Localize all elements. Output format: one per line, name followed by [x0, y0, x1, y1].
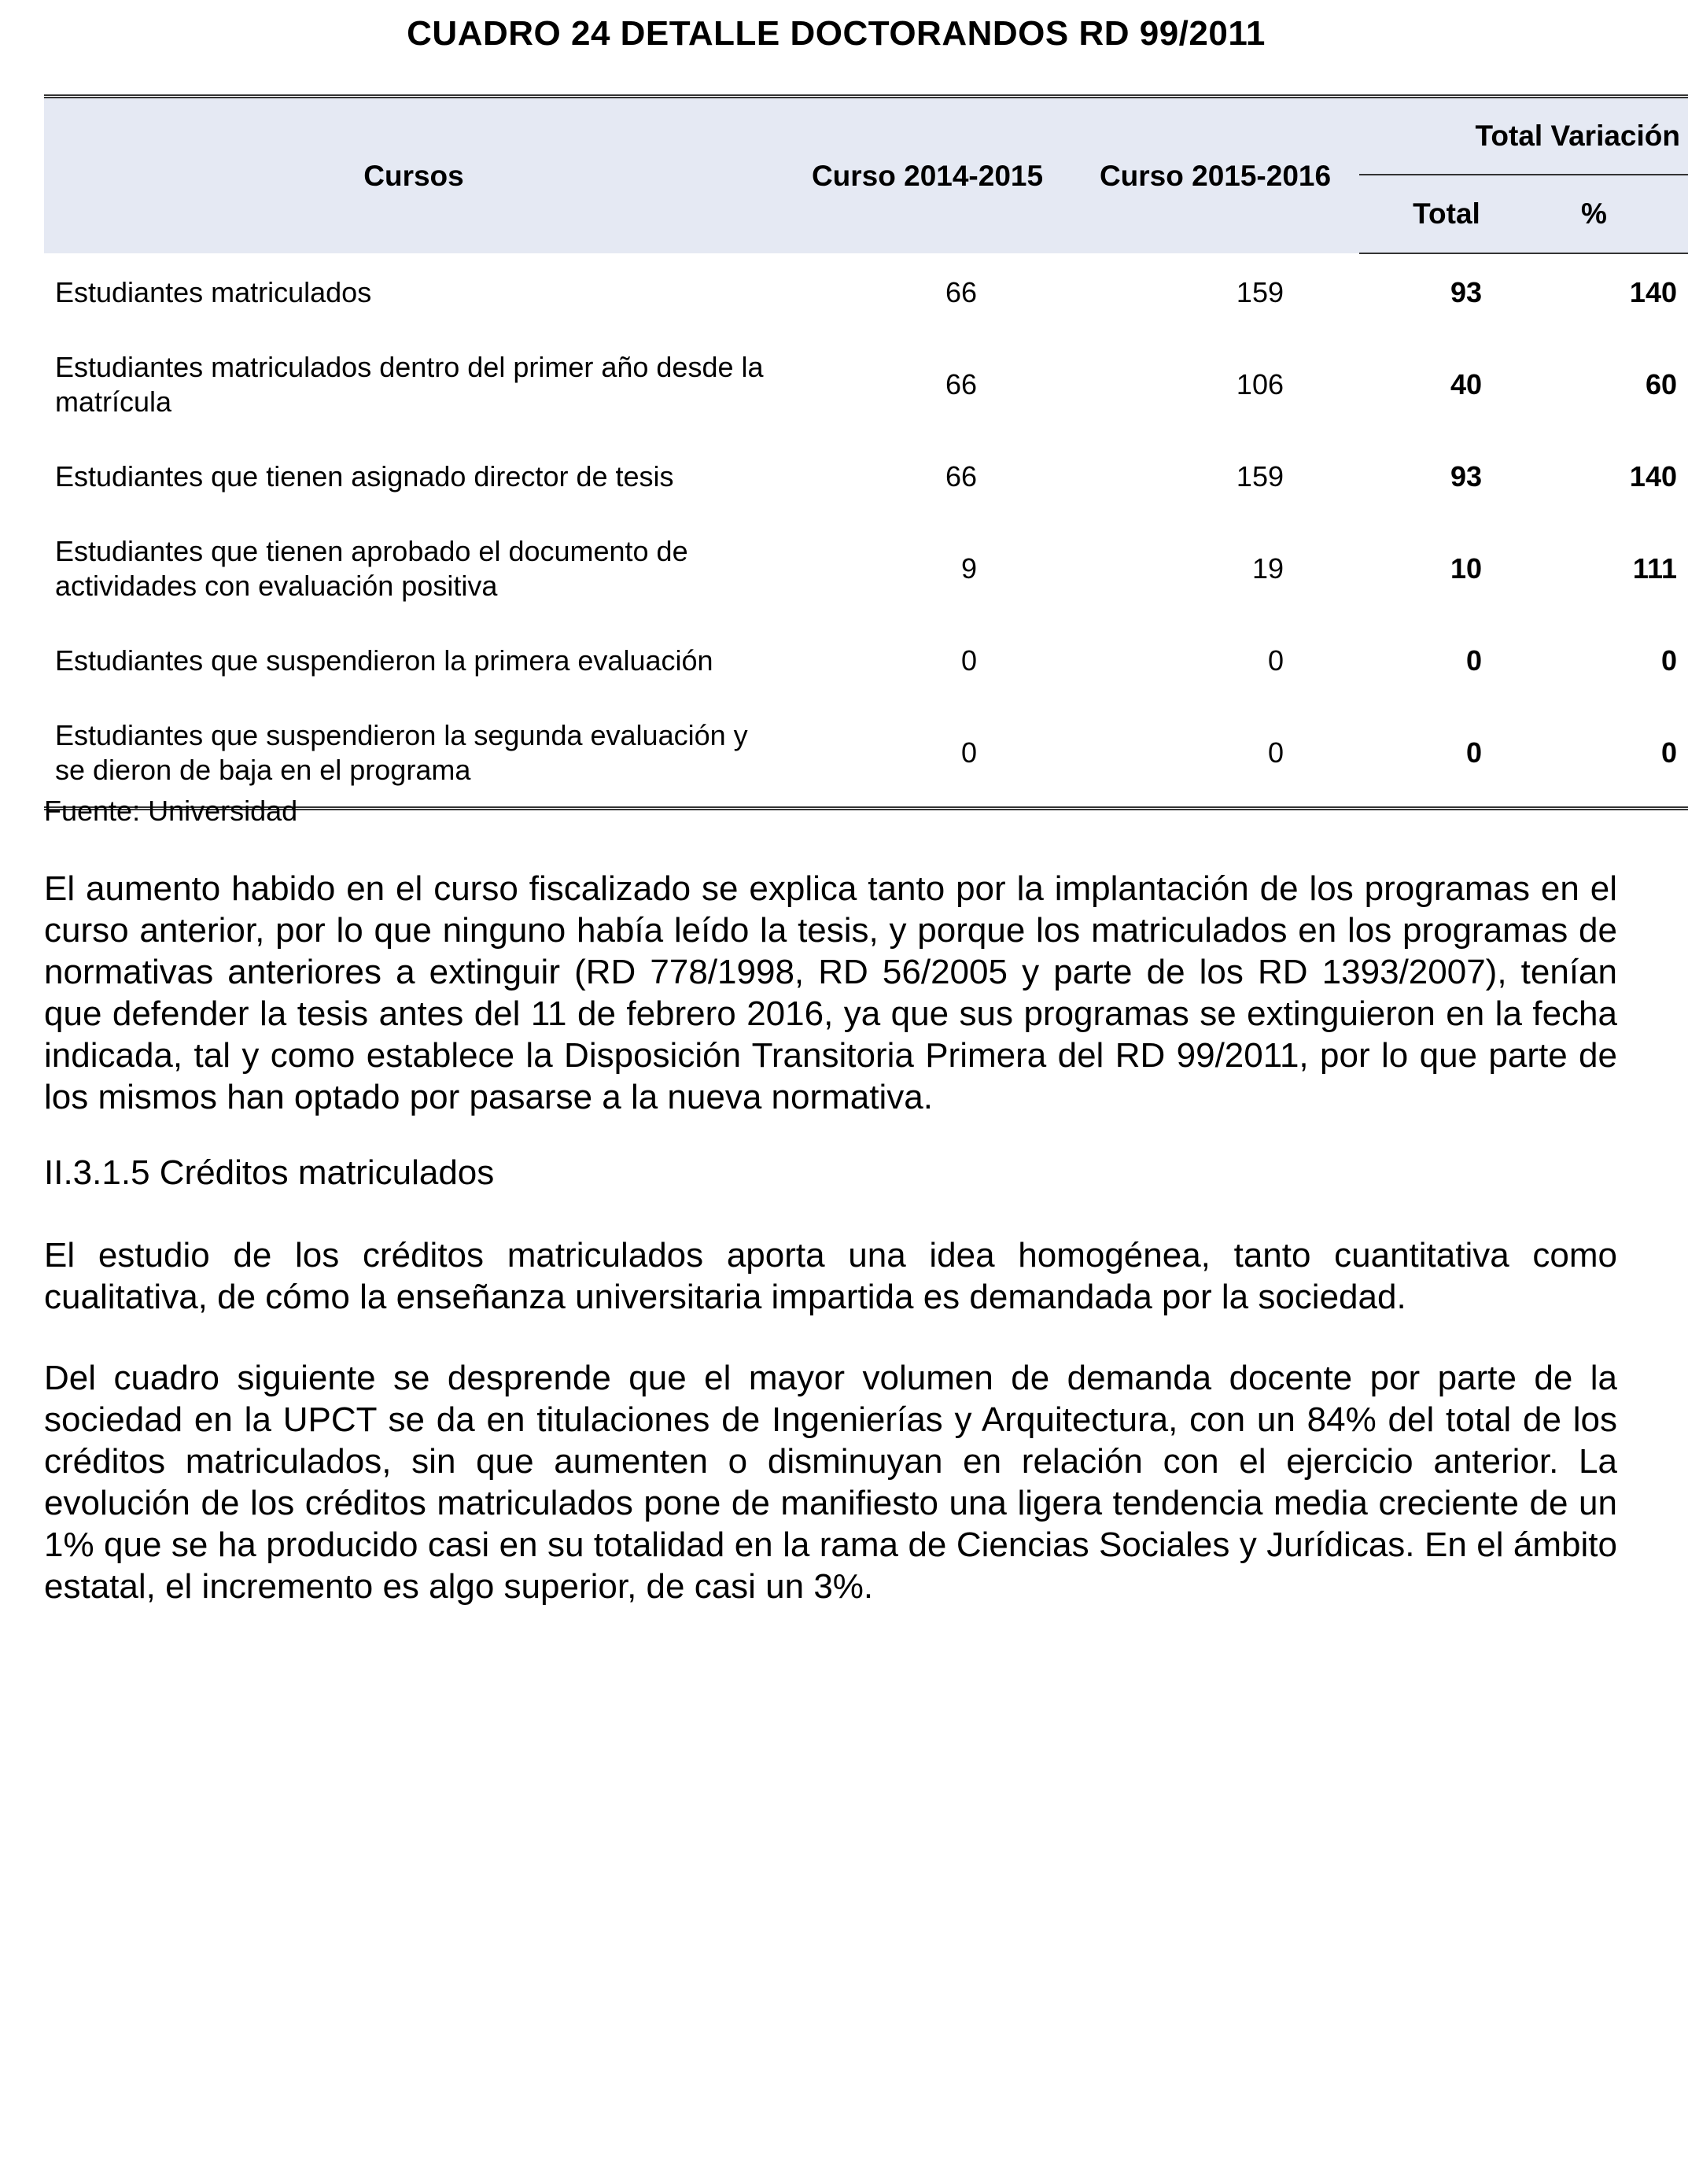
value-curso-2014-2015: 0: [960, 644, 977, 677]
table-title: CUADRO 24 DETALLE DOCTORANDOS RD 99/2011: [407, 14, 1266, 53]
value-percent: 0: [1660, 736, 1677, 769]
value-percent: 0: [1660, 644, 1677, 677]
paragraph-explanation: El aumento habido en el curso fiscalizado se explica tanto por la implantación de los programas en el curso anterior, por lo que ninguno había leído la tesis, y porque los matriculados en los programas de normativas anteriores a extinguir (RD 778/1998, RD 56/2005 y parte de los RD 1393/2007), tenían que defender la tesis antes del 11 de febrero 2016, ya que sus programas se extinguieron en la fecha indicada, tal y como establece la Disposición Transitoria Primera del RD 99/2011, por lo que parte de los mismos han optado por pasarse a la nueva normativa.: [44, 869, 1617, 1116]
value-total: 0: [1465, 736, 1482, 769]
value-total: 0: [1465, 644, 1482, 677]
value-total: 93: [1450, 276, 1482, 308]
table-row: [44, 622, 1688, 699]
value-curso-2015-2016: 0: [1267, 644, 1284, 677]
value-curso-2014-2015: 66: [945, 275, 977, 308]
row-label: Estudiantes que suspendieron la segunda evaluación y se dieron de baja en el programa: [55, 719, 748, 786]
value-curso-2015-2016: 159: [1236, 460, 1284, 493]
header-total: Total: [1359, 175, 1534, 253]
value-total: 40: [1450, 368, 1482, 400]
row-label: Estudiantes que tienen asignado director de tesis: [55, 460, 674, 493]
value-curso-2015-2016: 19: [1251, 552, 1284, 585]
row-label: Estudiantes matriculados: [55, 275, 372, 308]
paragraph-creditos-intro: El estudio de los créditos matriculados aporta una idea homogénea, tanto cuantitativa como cualitativa, de cómo la enseñanza universitaria impartida es demandada por la sociedad.: [44, 1236, 1617, 1316]
value-curso-2014-2015: 66: [945, 460, 977, 493]
table-row: [44, 699, 1688, 809]
table-source: Fuente: Universidad: [44, 795, 298, 827]
value-percent: 60: [1645, 368, 1677, 400]
value-curso-2014-2015: 9: [960, 552, 977, 585]
header-percent: %: [1534, 175, 1688, 253]
value-curso-2015-2016: 0: [1267, 736, 1284, 769]
value-percent: 140: [1629, 276, 1677, 308]
value-curso-2014-2015: 0: [960, 736, 977, 769]
value-total: 10: [1450, 552, 1482, 585]
row-label: Estudiantes matriculados dentro del primer año desde la matrícula: [55, 351, 764, 418]
value-total: 93: [1450, 460, 1482, 493]
table-row: [44, 253, 1688, 331]
table-row: [44, 438, 1688, 515]
value-curso-2014-2015: 66: [945, 368, 977, 400]
value-percent: 140: [1629, 460, 1677, 493]
value-curso-2015-2016: 106: [1236, 368, 1284, 400]
header-total-variacion: Total Variación: [1359, 98, 1688, 175]
value-percent: 111: [1632, 552, 1677, 585]
header-cursos: Cursos: [44, 98, 783, 253]
paragraph-creditos-analysis: Del cuadro siguiente se desprende que el mayor volumen de demanda docente por parte de la sociedad en la UPCT se da en titulaciones de Ingenierías y Arquitectura, con un 84% del total de los créditos matriculados, sin que aumenten o disminuyan en relación con el ejercicio anterior. La evolución de los créditos matriculados pone de manifiesto una ligera tendencia media creciente de un 1% que se ha producido casi en su totalidad en la rama de Ciencias Sociales y Jurídicas. En el ámbito estatal, el incremento es algo superior, de casi un 3%.: [44, 1359, 1617, 1606]
section-heading: II.3.1.5 Créditos matriculados: [44, 1153, 495, 1192]
table-row: [44, 515, 1688, 622]
doctorandos-table-wrapper: [44, 94, 1680, 810]
table-row: [44, 331, 1688, 438]
row-label: Estudiantes que tienen aprobado el documento de actividades con evaluación positiva: [55, 535, 688, 602]
doctorandos-table: [44, 94, 1688, 810]
header-curso-2015-2016: Curso 2015-2016: [1071, 98, 1359, 253]
header-curso-2014-2015: Curso 2014-2015: [783, 98, 1071, 253]
row-label: Estudiantes que suspendieron la primera evaluación: [55, 644, 713, 677]
value-curso-2015-2016: 159: [1236, 275, 1284, 308]
